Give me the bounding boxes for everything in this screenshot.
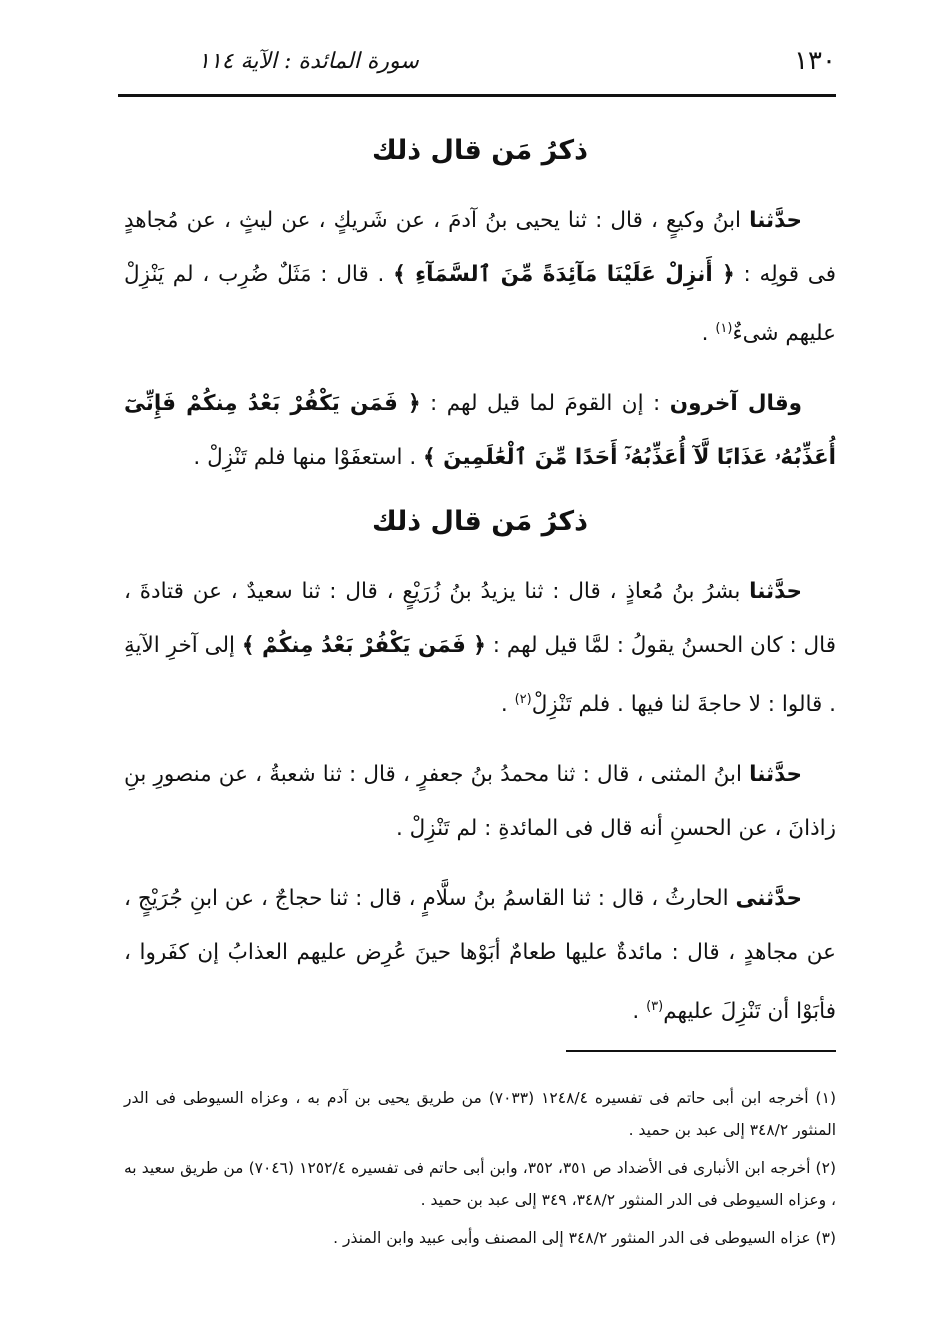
paragraph-end: .: [701, 321, 716, 347]
paragraph-lead: وقال آخرون: [669, 391, 803, 417]
footnote: (١) أخرجه ابن أبى حاتم فى تفسيره ١٢٤٨/٤ (٧٠٣٣) من طريق يحيى بن آدم به ، وعزاه السيوطى فى الدر المنثور ٣٤٨/٢ إلى عبد بن حميد .: [124, 1089, 836, 1139]
paragraph-text-after: . قال : مَثَلٌ ضُرِب ، لم يَنْزِلْ عليهم شىءٌ: [124, 262, 836, 347]
section-heading: ذكرُ مَن قال ذلك: [372, 135, 588, 166]
paragraph-text: ابنُ وكيعٍ ، قال : ثنا يحيى بنُ آدمَ ، عن شَريكٍ ، عن ليثٍ ، عن مُجاهدٍ فى قولِه :: [124, 208, 836, 287]
paragraph-text: بشرُ بنُ مُعاذٍ ، قال : ثنا يزيدُ بنُ زُرَيْعٍ ، قال : ثنا سعيدٌ ، عن قتادةَ ، قال : كان الحسنُ يقولُ : لمَّا قيل لهم :: [124, 579, 836, 659]
quran-quote: ﴿ فَمَن يَكْفُرْ بَعْدُ مِنكُمْ فَإِنِّىٓ أُعَذِّبُهُۥ عَذَابًا لَّآ أُعَذِّبُهُۥٓ أَحَدًا مِّنَ ٱلْعَٰلَمِينَ ﴾: [124, 391, 836, 471]
running-title: سورة المائدة : الآية ١١٤: [198, 48, 419, 74]
paragraph-lead: حدَّثنا: [749, 579, 802, 605]
footnote-marker: (١): [715, 321, 733, 336]
paragraph-text: الحارثُ ، قال : ثنا القاسمُ بنُ سلَّامٍ ، قال : ثنا حجاجٌ ، عن ابنِ جُرَيْجٍ ، عن مجاهدٍ ، قال : مائدةٌ عليها طعامٌ أبَوْها حينَ عُرِض عليهم العذابُ إن كفَروا ، فأبَوْا أن تَنْزِلَ عليهم: [124, 886, 836, 1025]
paragraph-lead: حدَّثنا: [749, 762, 802, 788]
quran-quote: ﴿ أَنزِلْ عَلَيْنَا مَآئِدَةً مِّنَ ٱلسَّمَآءِ ﴾: [393, 262, 735, 287]
paragraph-end: .: [500, 692, 515, 718]
paragraph: [124, 565, 836, 732]
footnote-marker: (٢): [514, 692, 532, 708]
page-header: [118, 38, 836, 84]
page-number: ١٣٠: [794, 46, 836, 76]
footnote: (٣) عزاه السيوطى فى الدر المنثور ٣٤٨/٢ إلى المصنف وأبى عبيد وابن المنذر .: [333, 1229, 836, 1247]
footnote-marker: (٣): [646, 999, 664, 1015]
footnote-rule: [566, 1050, 836, 1052]
paragraph-end: .: [632, 999, 647, 1025]
main-text: [124, 130, 836, 1055]
section-heading: ذكرُ مَن قال ذلك: [372, 506, 588, 538]
paragraph-lead: حدَّثنى: [735, 886, 802, 912]
header-rule: [118, 94, 836, 97]
paragraph: [124, 872, 836, 1039]
paragraph-text: ابنُ المثنى ، قال : ثنا محمدُ بنُ جعفرٍ ، قال : ثنا شعبةُ ، عن منصورِ بنِ زاذانَ ، عن الحسنِ أنه قال فى المائدةِ : لم تَنْزِلْ .: [124, 762, 836, 842]
paragraph-text: : إن القومَ لما قيل لهم :: [420, 391, 670, 417]
paragraph-lead: حدَّثنا: [749, 208, 802, 233]
footnotes: [124, 1082, 836, 1260]
paragraph: [124, 377, 836, 485]
quran-quote: ﴿ فَمَن يَكْفُرْ بَعْدُ مِنكُمْ ﴾: [241, 633, 486, 659]
paragraph-text-after: . استعفَوْا منها فلم تَنْزِلْ .: [193, 445, 424, 471]
paragraph: [124, 748, 836, 856]
paragraph-text-after: إلى آخرِ الآيةِ . قالوا : لا حاجةَ لنا فيها . فلم تَنْزِلْ: [124, 633, 836, 718]
paragraph: [124, 194, 836, 361]
footnote: (٢) أخرجه ابن الأنبارى فى الأضداد ص ٣٥١، ٣٥٢، وابن أبى حاتم فى تفسيره ١٢٥٢/٤ (٧٠٤٦) من طريق سعيد به ، وعزاه السيوطى فى الدر المنثور ٣٤٨/٢، ٣٤٩ إلى عبد بن حميد .: [124, 1159, 836, 1209]
